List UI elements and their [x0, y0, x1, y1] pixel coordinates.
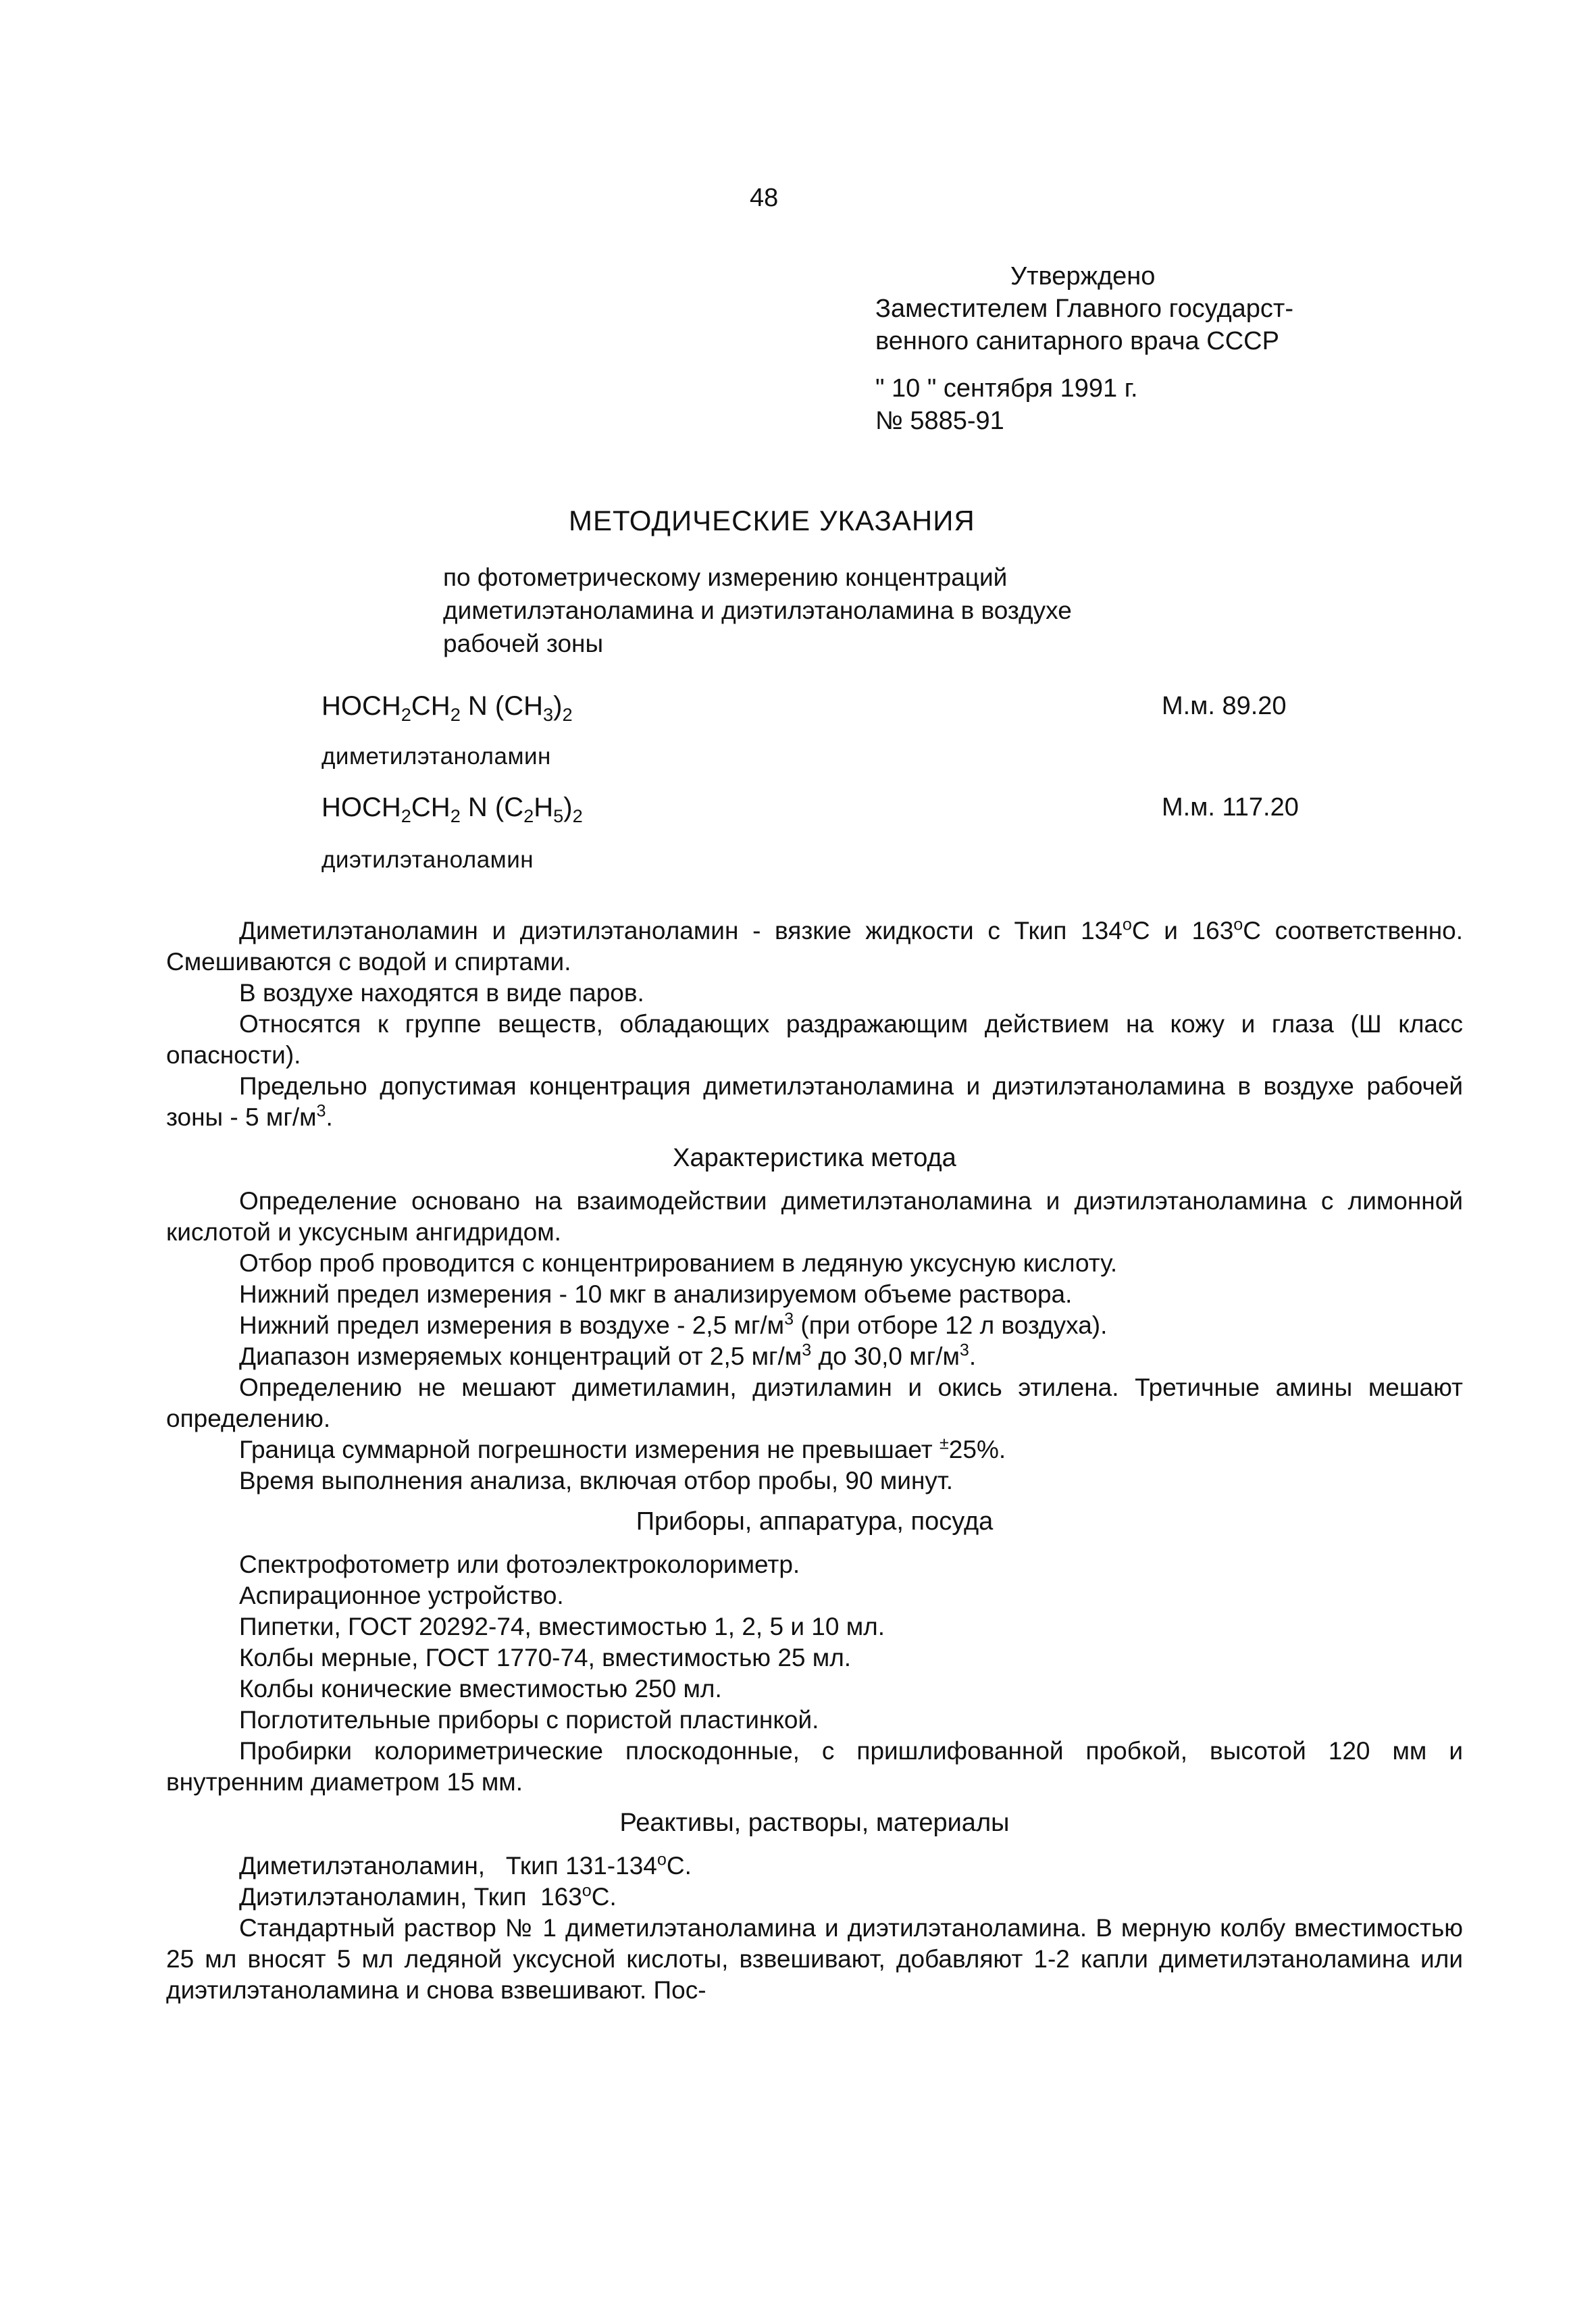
intro-paragraph-4: Предельно допустимая концентрация диметилэтаноламина и диэтилэтаноламина в воздухе рабочей зоны - 5 $мг/м^3$. — [166, 1072, 1463, 1131]
method-paragraph-7: Граница суммарной погрешности измерения не превышает ±25%. — [239, 1434, 1006, 1463]
method-paragraph-6: Определению не мешают диметиламин, диэтиламин и окись этилена. Третичные амины мешают определению. — [166, 1374, 1463, 1432]
intro-paragraph-3: Относятся к группе веществ, обладающих раздражающим действием на кожу и глаза (Ш класс опасности). — [166, 1010, 1463, 1069]
approval-date: " 10 " сентября 1991 г. — [875, 374, 1138, 403]
equipment-item: Аспирационное устройство. — [239, 1582, 564, 1609]
document-title: МЕТОДИЧЕСКИЕ УКАЗАНИЯ — [569, 505, 975, 536]
compound-formula-1: $HOCH_2CH_2$ N $(CH_3)_2$ — [321, 691, 573, 725]
intro-paragraph-2: В воздухе находятся в виде паров. — [239, 979, 644, 1007]
equipment-item: Колбы мерные, ГОСТ 1770-74, вместимостью 25 мл. — [239, 1644, 852, 1671]
section-heading-method: Характеристика метода — [673, 1144, 956, 1172]
page-number: 48 — [750, 184, 779, 212]
equipment-item: Колбы конические вместимостью 250 мл. — [239, 1675, 722, 1703]
section-heading-reagents: Реактивы, растворы, материалы — [619, 1809, 1010, 1837]
compound-mw-1: М.м. 89.20 — [1162, 692, 1287, 720]
subtitle-line-1: по фотометрическому измерению концентраций — [443, 563, 1008, 591]
section-heading-equipment: Приборы, аппаратура, посуда — [636, 1507, 994, 1536]
compound-mw-2: М.м. 117.20 — [1162, 793, 1299, 822]
reagent-line-1: Диметилэтаноламин, Ткип $131-134^оС$. — [239, 1850, 692, 1880]
method-paragraph-5: Диапазон измеряемых концентраций от 2,5 $мг/м^3$ до 30,0 $мг/м^3$. — [239, 1340, 977, 1370]
method-paragraph-1: Определение основано на взаимодействии диметилэтаноламина и диэтилэтаноламина с лимонной кислотой и уксусным ангидридом. — [166, 1187, 1463, 1246]
approval-line-1: Утверждено — [1010, 262, 1156, 291]
intro-paragraph-1: Диметилэтаноламин и диэтилэтаноламин - вязкие жидкости с Ткип $134^оС$ и $163^оС$ соответственно. Смешиваются с водой и спиртами. — [166, 915, 1463, 976]
compound-formula-2: $HOCH_2CH_2$ N $(C_2H_5)_2$ — [321, 793, 583, 826]
reagent-line-2: Диэтилэтаноламин, Ткип $163^оС$. — [239, 1881, 617, 1911]
method-paragraph-8: Время выполнения анализа, включая отбор пробы, 90 минут. — [239, 1467, 954, 1494]
compound-name-1: диметилэтаноламин — [321, 743, 551, 770]
method-paragraph-2: Отбор проб проводится с концентрированием в ледяную уксусную кислоту. — [239, 1249, 1118, 1277]
method-paragraph-3: Нижний предел измерения - 10 мкг в анализируемом объеме раствора. — [239, 1280, 1073, 1308]
approval-line-3: венного санитарного врача СССР — [875, 327, 1279, 355]
equipment-item: Поглотительные приборы с пористой пластинкой. — [239, 1706, 819, 1734]
approval-block — [875, 260, 1293, 437]
equipment-item: Пипетки, ГОСТ 20292-74, вместимостью 1, 2, 5 и 10 мл. — [239, 1613, 885, 1640]
subtitle-line-2: диметилэтаноламина и диэтилэтаноламина в воздухе — [443, 597, 1072, 624]
equipment-item: Спектрофотометр или фотоэлектроколориметр. — [239, 1551, 800, 1578]
compound-name-2: диэтилэтаноламин — [321, 847, 534, 873]
equipment-item: Пробирки колориметрические плоскодонные, с пришлифованной пробкой, высотой 120 мм и внутренним диаметром 15 мм. — [166, 1737, 1463, 1796]
subtitle-line-3: рабочей зоны — [443, 630, 604, 657]
reagent-paragraph-3: Стандартный раствор № 1 диметилэтаноламина и диэтилэтаноламина. В мерную колбу вместимостью 25 мл вносят 5 мл ледяной уксусной кислоты, взвешивают, добавляют 1-2 капли диметилэтаноламина или диэтилэтаноламина и снова взвешивают. Пос- — [166, 1914, 1463, 2004]
approval-number: № 5885-91 — [875, 407, 1004, 435]
body-text — [166, 915, 1463, 2006]
document-subtitle — [443, 561, 1072, 660]
approval-line-2: Заместителем Главного государст- — [875, 295, 1293, 323]
method-paragraph-4: Нижний предел измерения в воздухе - 2,5 $мг/м^3$ (при отборе 12 л воздуха). — [239, 1309, 1108, 1339]
